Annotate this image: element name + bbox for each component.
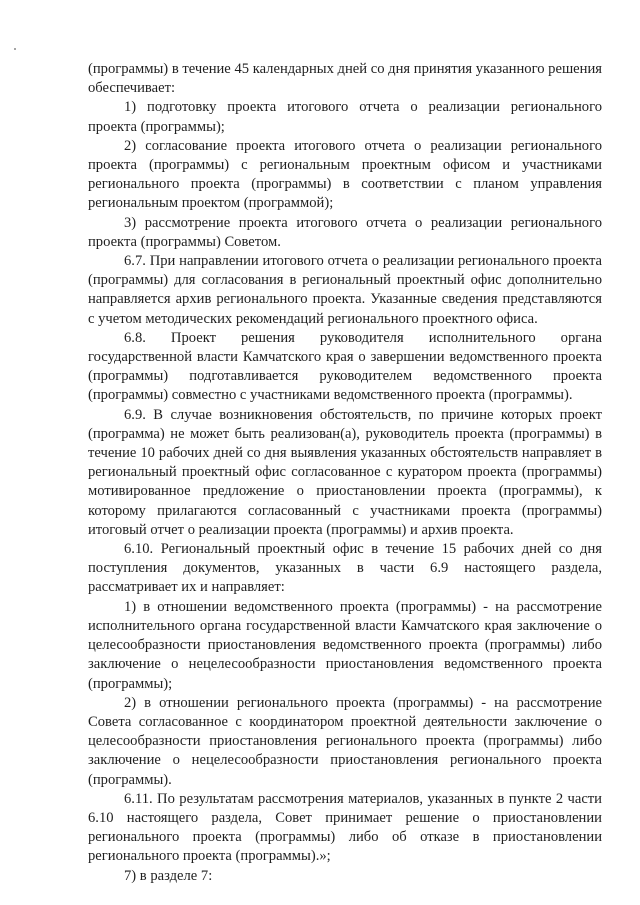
document-page (88, 60, 602, 886)
scan-speck (14, 48, 16, 50)
paragraph-6-8: 6.8. Проект решения руководителя исполнительного органа государственной власти Камчатского края о завершении ведомственного проекта (программы) подготавливается руководителем ведомственного проекта (программы) совместно с участниками ведомственного проекта (программы). (88, 329, 602, 404)
paragraph-7-section-heading: 7) в разделе 7: (124, 867, 213, 884)
paragraph-6-11: 6.11. По результатам рассмотрения материалов, указанных в пункте 2 части 6.10 настоящего раздела, Совет принимает решение о приостановлении регионального проекта (программы) либо об отказе в приостановлении регионального проекта (программы).»; (88, 790, 602, 865)
paragraph-item-3-council-review: 3) рассмотрение проекта итогового отчета о реализации регионального проекта (программы) Советом. (88, 214, 602, 250)
paragraph-item-1-report-preparation: 1) подготовку проекта итогового отчета о реализации регионального проекта (программы); (88, 99, 602, 135)
paragraph-6-10-item-2: 2) в отношении регионального проекта (программы) - на рассмотрение Совета согласованное с координатором проектной деятельности заключение о целесообразности приостановления регионального проекта (программы) либо заключение о нецелесообразности приостановления регионального проекта (программы). (88, 694, 602, 788)
paragraph-6-9: 6.9. В случае возникновения обстоятельств, по причине которых проект (программа) не может быть реализован(а), руководитель проекта (программы) в течение 10 рабочих дней со дня выявления указанных обстоятельств направляет в региональный проектный офис согласованное с куратором проекта (программы) мотивированное предложение о приостановлении проекта (программы), к которому прилагаются согласованный с участниками проекта (программы) итоговый отчет о реализации проекта (программы) и архив проекта. (88, 406, 602, 538)
paragraph-6-7: 6.7. При направлении итогового отчета о реализации регионального проекта (программы) для согласования в региональный проектный офис дополнительно направляется архив регионального проекта. Указанные сведения представляются с учетом методических рекомендаций регионального проектного офиса. (88, 253, 602, 327)
paragraph-6-10-item-1: 1) в отношении ведомственного проекта (программы) - на рассмотрение исполнительного органа государственной власти Камчатского края заключение о целесообразности приостановления ведомственного проекта (программы) либо заключение о нецелесообразности приостановления ведомственного проекта (программы); (88, 598, 602, 692)
paragraph-item-2-report-approval: 2) согласование проекта итогового отчета о реализации регионального проекта (программы) с региональным проектным офисом и участниками регионального проекта (программы) в соответствии с планом управления региональным проектом (программой); (88, 137, 602, 212)
paragraph-6-10: 6.10. Региональный проектный офис в течение 15 рабочих дней со дня поступления документов, указанных в части 6.9 настоящего раздела, рассматривает их и направляет: (88, 541, 602, 596)
paragraph-intro-continuation: (программы) в течение 45 календарных дней со дня принятия указанного решения обеспечивает: (88, 61, 602, 97)
